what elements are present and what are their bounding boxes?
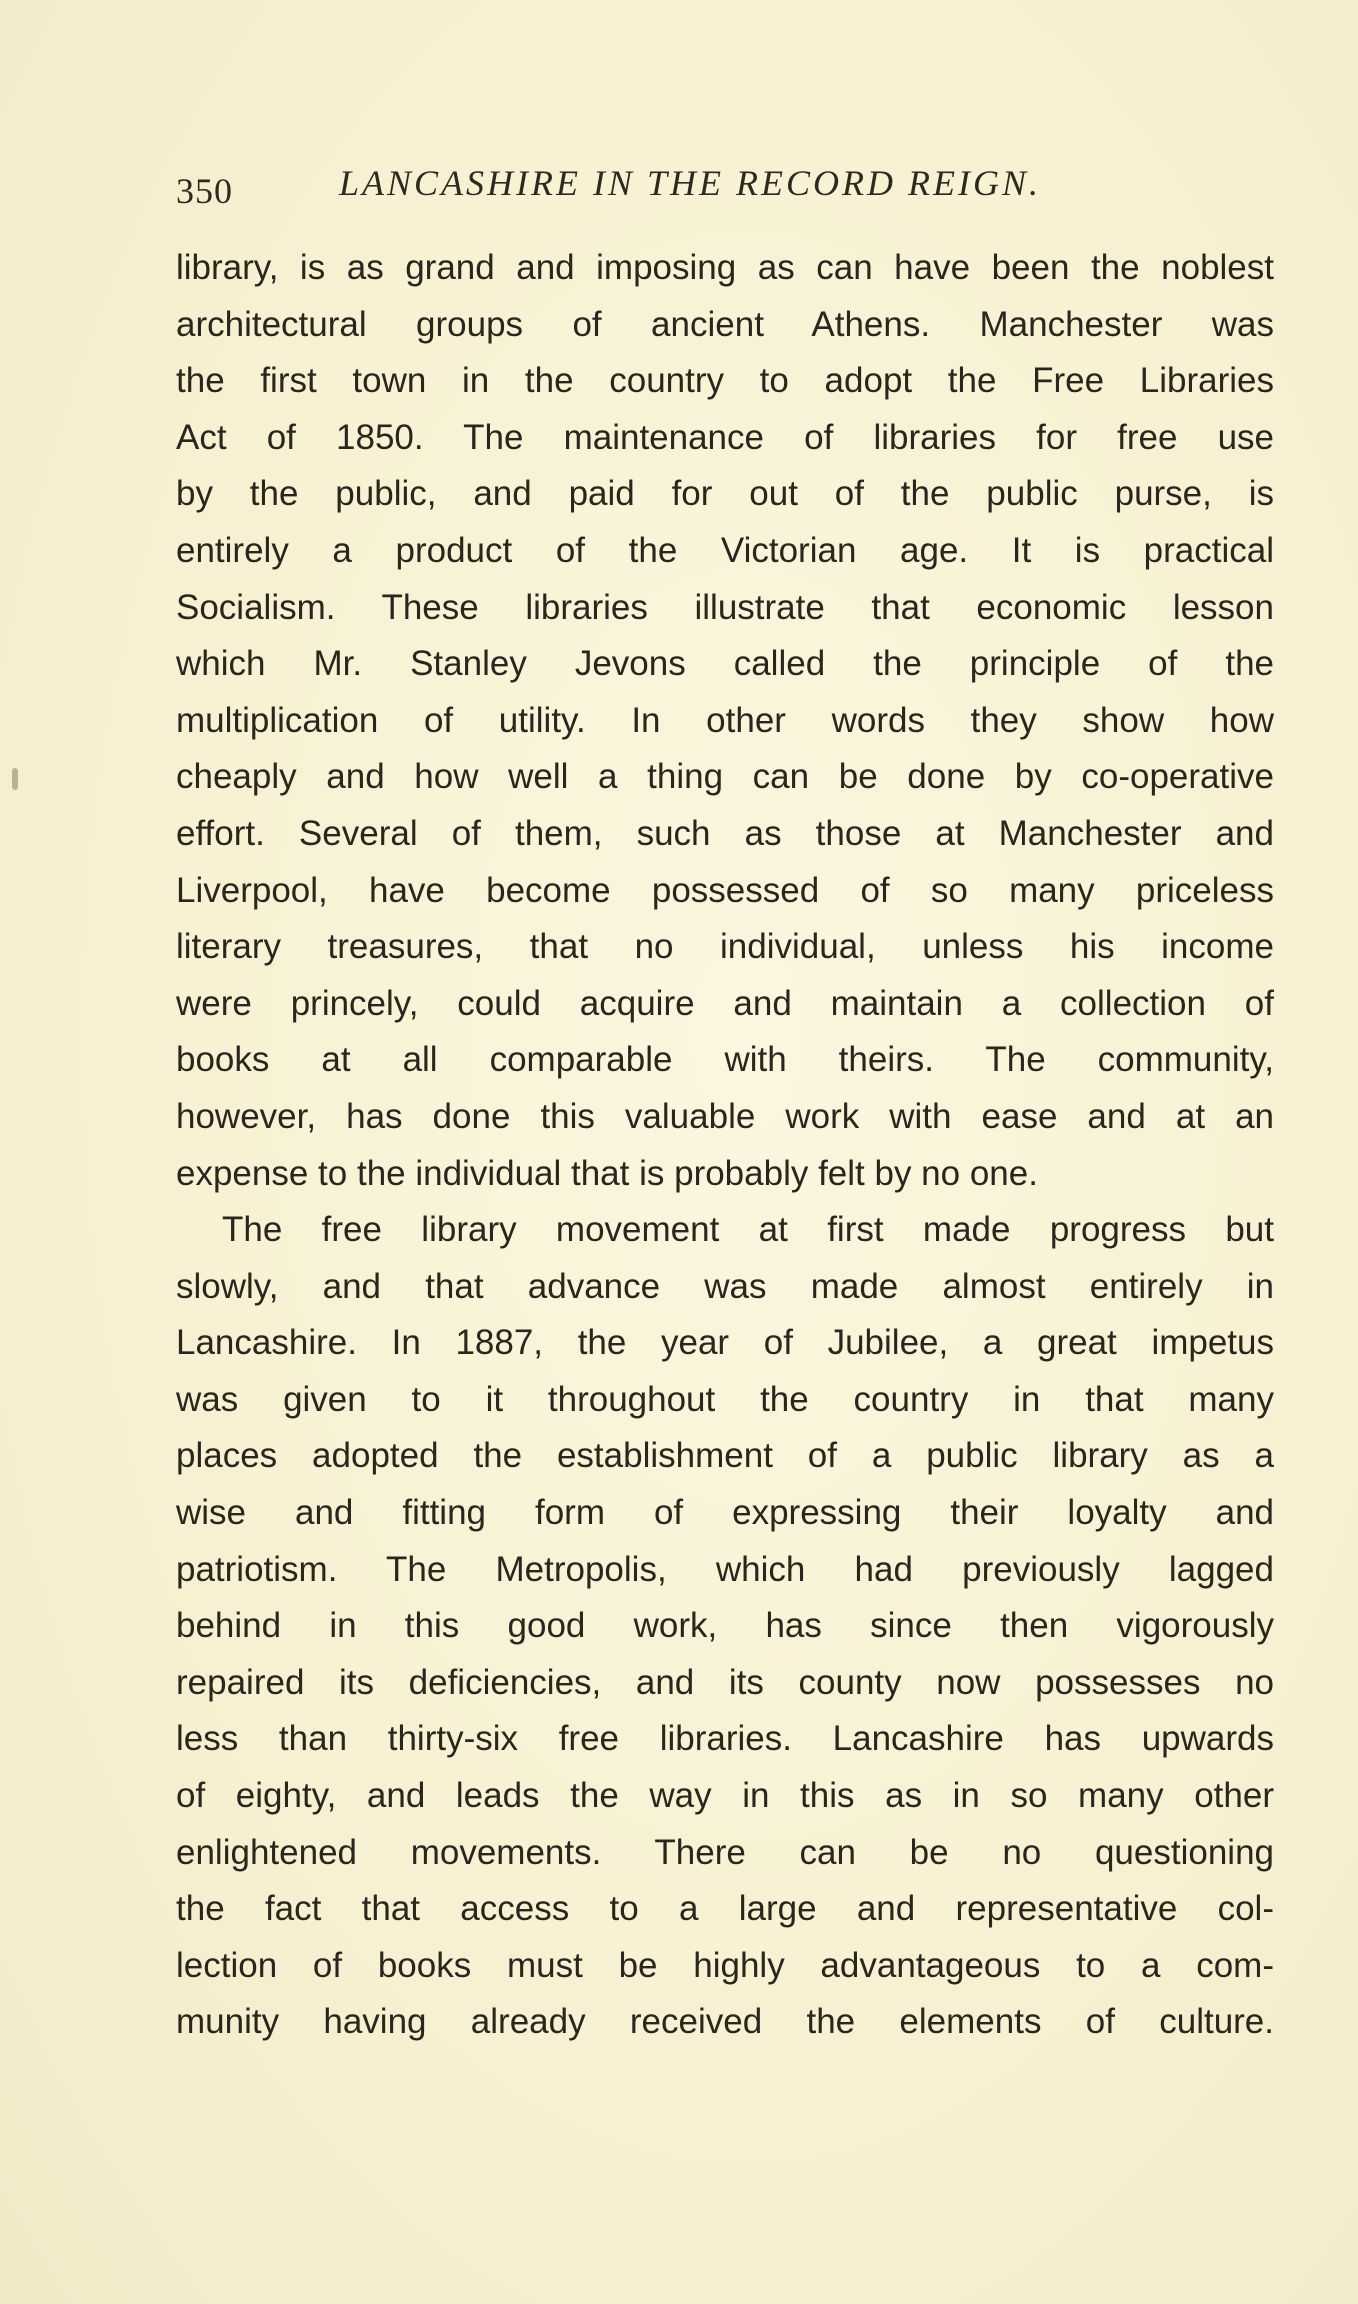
text-line: the first town in the country to adopt the Free Libraries — [176, 361, 1274, 401]
text-line: The free library movement at first made progress but — [222, 1210, 1274, 1250]
text-line: slowly, and that advance was made almost entirely in — [176, 1266, 1274, 1306]
text-line: multiplication of utility. In other words they show how — [176, 700, 1274, 740]
page-number: 350 — [176, 171, 233, 211]
text-line: Act of 1850. The maintenance of libraries for free use — [176, 417, 1274, 457]
text-line: was given to it throughout the country in that many — [176, 1379, 1274, 1419]
text-line: entirely a product of the Victorian age. It is practical — [176, 530, 1274, 570]
text-line: were princely, could acquire and maintain a collection of — [176, 983, 1274, 1023]
text-line: enlightened movements. There can be no questioning — [176, 1832, 1274, 1872]
text-line: the fact that access to a large and representative col- — [176, 1889, 1274, 1929]
text-line: Liverpool, have become possessed of so many priceless — [176, 870, 1274, 910]
text-line: behind in this good work, has since then vigorously — [176, 1606, 1274, 1646]
text-line: Socialism. These libraries illustrate that economic lesson — [176, 587, 1274, 627]
text-line: Lancashire. In 1887, the year of Jubilee, a great impetus — [176, 1323, 1274, 1363]
text-line: less than thirty-six free libraries. Lancashire has upwards — [176, 1719, 1274, 1759]
text-line: of eighty, and leads the way in this as in so many other — [176, 1776, 1274, 1816]
text-line: munity having already received the elements of culture. — [176, 2002, 1274, 2042]
text-line: wise and fitting form of expressing their loyalty and — [176, 1493, 1274, 1533]
text-line: repaired its deficiencies, and its county now possesses no — [176, 1662, 1274, 1702]
text-line: expense to the individual that is probably felt by no one. — [176, 1153, 1038, 1193]
text-line: library, is as grand and imposing as can have been the noblest — [176, 248, 1274, 287]
text-line: books at all comparable with theirs. The community, — [176, 1040, 1274, 1080]
page-header — [176, 162, 1276, 212]
text-line: architectural groups of ancient Athens. Manchester was — [176, 304, 1274, 344]
text-line: places adopted the establishment of a public library as a — [176, 1436, 1274, 1476]
text-line: literary treasures, that no individual, unless his income — [176, 927, 1274, 967]
text-line: lection of books must be highly advantageous to a com- — [176, 1945, 1274, 1985]
text-line: by the public, and paid for out of the public purse, is — [176, 474, 1274, 514]
running-title: LANCASHIRE IN THE RECORD REIGN. — [339, 163, 1041, 203]
margin-speck — [12, 768, 18, 790]
body-text — [176, 240, 1274, 2051]
text-line: patriotism. The Metropolis, which had previously lagged — [176, 1549, 1274, 1589]
text-line: cheaply and how well a thing can be done by co-operative — [176, 757, 1274, 797]
text-line: however, has done this valuable work with ease and at an — [176, 1096, 1274, 1136]
text-line: which Mr. Stanley Jevons called the principle of the — [176, 644, 1274, 684]
text-line: effort. Several of them, such as those at Manchester and — [176, 813, 1274, 853]
